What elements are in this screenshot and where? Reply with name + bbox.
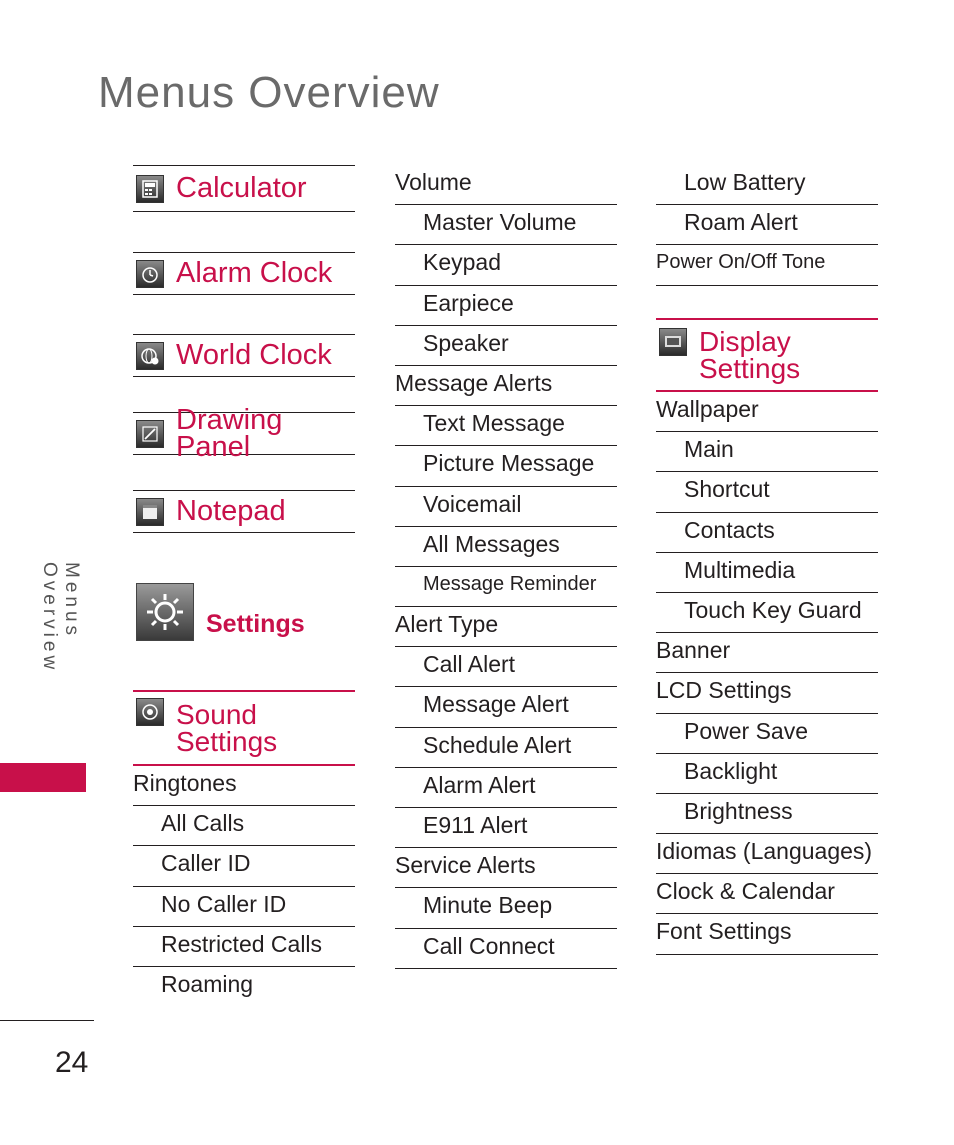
list-item[interactable]: Clock & Calendar	[656, 874, 878, 914]
list-item[interactable]: Power Save	[656, 714, 878, 754]
list-item[interactable]: Backlight	[656, 754, 878, 794]
list-item[interactable]: All Calls	[133, 806, 355, 846]
list-item[interactable]: Message Alerts	[395, 366, 617, 406]
list-item[interactable]: Roam Alert	[656, 205, 878, 245]
menu-header-label: World Clock	[176, 339, 332, 371]
menu-header-drawing-panel[interactable]	[133, 403, 355, 463]
list-item[interactable]: E911 Alert	[395, 808, 617, 848]
list-item[interactable]: Picture Message	[395, 446, 617, 486]
menu-header-label: Notepad	[176, 495, 286, 527]
side-tab-marker	[0, 763, 86, 792]
list-item[interactable]: Contacts	[656, 513, 878, 553]
side-section-label: Menus Overview	[39, 562, 82, 674]
list-item[interactable]: Call Connect	[395, 929, 617, 969]
list-item[interactable]: Minute Beep	[395, 888, 617, 928]
list-item[interactable]: Ringtones	[133, 766, 355, 806]
speaker-icon	[136, 698, 164, 726]
list-item[interactable]: Keypad	[395, 245, 617, 285]
settings-label: Settings	[206, 610, 305, 638]
menu-header-label: Calculator	[176, 172, 307, 204]
list-item[interactable]: Speaker	[395, 326, 617, 366]
list-item[interactable]: Service Alerts	[395, 848, 617, 888]
alert-settings-list	[395, 165, 617, 969]
header-line-2: Settings	[176, 726, 278, 757]
list-item[interactable]: Shortcut	[656, 472, 878, 512]
menu-header-world-clock[interactable]	[133, 334, 355, 377]
menu-header-sound-settings[interactable]	[133, 690, 355, 766]
menu-header-alarm-clock[interactable]	[133, 252, 355, 295]
header-line-2: Settings	[699, 353, 801, 384]
list-item[interactable]: Banner	[656, 633, 878, 673]
list-item[interactable]: Volume	[395, 165, 617, 205]
list-item[interactable]: Idiomas (Languages)	[656, 834, 878, 874]
page-number: 24	[55, 1046, 89, 1079]
calculator-icon	[136, 175, 164, 203]
list-item[interactable]: Restricted Calls	[133, 927, 355, 967]
list-item[interactable]: Wallpaper	[656, 392, 878, 432]
header-line-1: Display	[699, 326, 791, 357]
menu-header-notepad[interactable]	[133, 490, 355, 533]
tone-settings-list	[656, 165, 878, 286]
list-item[interactable]: Main	[656, 432, 878, 472]
display-settings-list	[656, 392, 878, 955]
notepad-icon	[136, 498, 164, 526]
list-item[interactable]: LCD Settings	[656, 673, 878, 713]
list-item[interactable]: Caller ID	[133, 846, 355, 886]
list-item[interactable]: Schedule Alert	[395, 728, 617, 768]
list-item[interactable]: All Messages	[395, 527, 617, 567]
list-item[interactable]: Call Alert	[395, 647, 617, 687]
page-number-rule	[0, 1020, 94, 1021]
list-item[interactable]: Text Message	[395, 406, 617, 446]
alarm-clock-icon	[136, 260, 164, 288]
gear-icon	[136, 583, 194, 641]
menu-header-label	[699, 328, 800, 382]
list-item[interactable]: Message Alert	[395, 687, 617, 727]
menu-header-label: Alarm Clock	[176, 257, 333, 289]
list-item[interactable]: Roaming	[161, 970, 254, 997]
page-title: Menus Overview	[98, 68, 440, 117]
world-clock-icon	[136, 342, 164, 370]
menu-header-calculator[interactable]	[133, 165, 355, 212]
list-item[interactable]: No Caller ID	[133, 887, 355, 927]
sound-settings-list	[133, 766, 355, 1007]
display-icon	[659, 328, 687, 356]
menu-header-display-settings[interactable]	[656, 318, 878, 392]
list-item[interactable]: Multimedia	[656, 553, 878, 593]
list-item[interactable]: Font Settings	[656, 914, 878, 954]
menu-header-label	[176, 701, 277, 755]
menu-header-label: Drawing Panel	[176, 403, 283, 463]
settings-heading[interactable]	[136, 583, 305, 641]
list-item[interactable]: Alert Type	[395, 607, 617, 647]
list-item[interactable]: Power On/Off Tone	[656, 245, 878, 285]
list-item[interactable]: Touch Key Guard	[656, 593, 878, 633]
list-item[interactable]: Earpiece	[395, 286, 617, 326]
list-item[interactable]: Voicemail	[395, 487, 617, 527]
list-item[interactable]: Message Reminder	[395, 567, 617, 607]
list-item[interactable]: Master Volume	[395, 205, 617, 245]
list-item[interactable]: Brightness	[656, 794, 878, 834]
list-item[interactable]: Alarm Alert	[395, 768, 617, 808]
drawing-panel-icon	[136, 420, 164, 448]
header-line-1: Sound	[176, 699, 257, 730]
list-item[interactable]: Low Battery	[656, 165, 878, 205]
